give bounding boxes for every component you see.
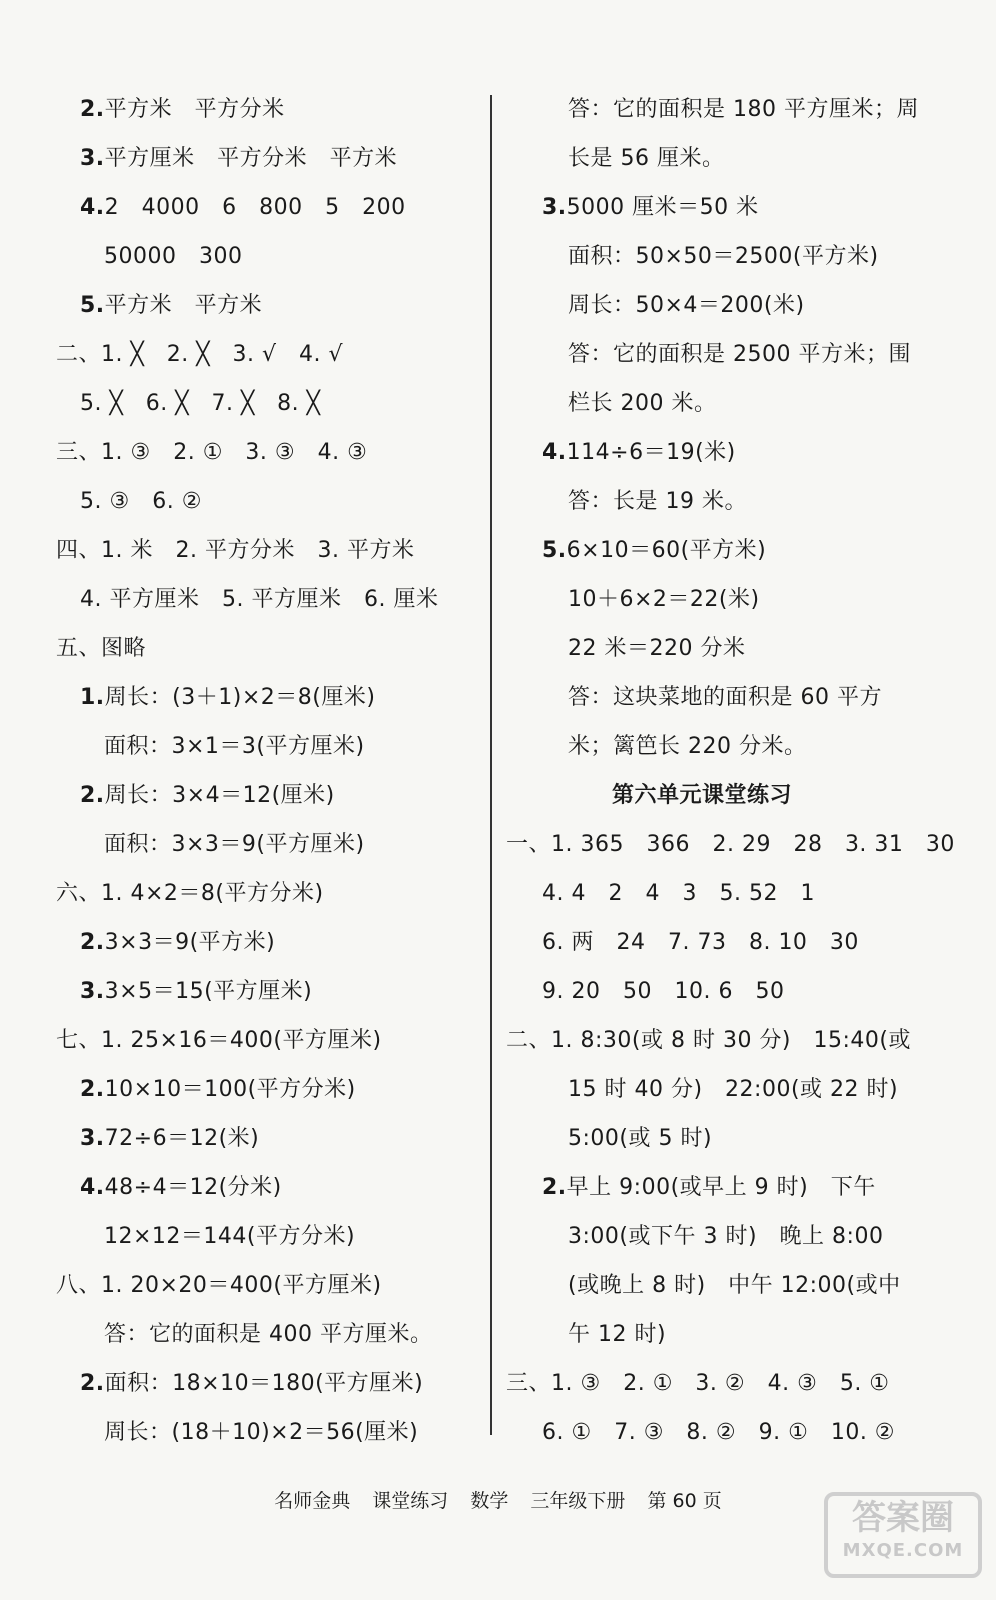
answer-line: 二、1. ╳ 2. ╳ 3. √ 4. √ — [56, 342, 343, 367]
answer-line: 周长：50×4＝200(米) — [568, 293, 805, 318]
watermark-url: MXQE.COM — [842, 1540, 964, 1561]
answer-line: 2.早上 9:00(或早上 9 时) 下午 — [542, 1175, 876, 1200]
answer-line: 一、1. 365 366 2. 29 28 3. 31 30 — [506, 832, 955, 857]
footer-brand: 名师金典 — [274, 1490, 351, 1512]
footer-page-number: 第 60 页 — [647, 1490, 722, 1512]
footer-series: 课堂练习 — [372, 1490, 449, 1512]
answer-line: 六、1. 4×2＝8(平方分米) — [56, 881, 324, 906]
section-title: 第六单元课堂练习 — [612, 783, 793, 808]
answer-line: 4. 平方厘米 5. 平方厘米 6. 厘米 — [80, 587, 439, 612]
answer-line: 午 12 时) — [568, 1322, 667, 1347]
answer-line: (或晚上 8 时) 中午 12:00(或中 — [568, 1273, 901, 1298]
answer-line: 2.面积：18×10＝180(平方厘米) — [80, 1371, 424, 1396]
answer-line: 答：它的面积是 400 平方厘米。 — [104, 1322, 433, 1347]
answer-line: 三、1. ③ 2. ① 3. ② 4. ③ 5. ① — [506, 1371, 890, 1396]
answer-line: 2.平方米 平方分米 — [80, 97, 285, 122]
answer-line: 面积：3×1＝3(平方厘米) — [104, 734, 365, 759]
answer-line: 3.5000 厘米＝50 米 — [542, 195, 759, 220]
answer-line: 5. ╳ 6. ╳ 7. ╳ 8. ╳ — [80, 391, 321, 416]
answer-line: 6. ① 7. ③ 8. ② 9. ① 10. ② — [542, 1420, 896, 1445]
answer-line: 4.114÷6＝19(米) — [542, 440, 736, 465]
answer-line: 答：它的面积是 2500 平方米；围 — [568, 342, 911, 367]
answer-line: 12×12＝144(平方分米) — [104, 1224, 356, 1249]
answer-line: 长是 56 厘米。 — [568, 146, 725, 171]
column-divider — [490, 95, 492, 1435]
answer-line: 2.3×3＝9(平方米) — [80, 930, 276, 955]
answer-line: 周长：(18＋10)×2＝56(厘米) — [104, 1420, 419, 1445]
answer-line: 50000 300 — [104, 244, 243, 269]
answer-line: 3:00(或下午 3 时) 晚上 8:00 — [568, 1224, 884, 1249]
answer-line: 四、1. 米 2. 平方分米 3. 平方米 — [56, 538, 415, 563]
answer-line: 二、1. 8:30(或 8 时 30 分) 15:40(或 — [506, 1028, 912, 1053]
answer-line: 5.平方米 平方米 — [80, 293, 263, 318]
answer-line: 八、1. 20×20＝400(平方厘米) — [56, 1273, 382, 1298]
answer-line: 答：它的面积是 180 平方厘米；周 — [568, 97, 919, 122]
answer-line: 22 米＝220 分米 — [568, 636, 746, 661]
answer-line: 五、图略 — [56, 636, 147, 661]
answer-line: 七、1. 25×16＝400(平方厘米) — [56, 1028, 382, 1053]
answer-line: 15 时 40 分) 22:00(或 22 时) — [568, 1077, 899, 1102]
answer-line: 3.3×5＝15(平方厘米) — [80, 979, 313, 1004]
answer-line: 米；篱笆长 220 分米。 — [568, 734, 807, 759]
answer-line: 面积：3×3＝9(平方厘米) — [104, 832, 365, 857]
footer-grade: 三年级下册 — [530, 1490, 626, 1512]
answer-line: 面积：50×50＝2500(平方米) — [568, 244, 879, 269]
answer-line: 5:00(或 5 时) — [568, 1126, 713, 1151]
watermark-title: 答案圈 — [852, 1498, 954, 1538]
answer-line: 3.平方厘米 平方分米 平方米 — [80, 146, 398, 171]
answer-line: 答：长是 19 米。 — [568, 489, 747, 514]
answer-line: 3.72÷6＝12(米) — [80, 1126, 260, 1151]
watermark-logo — [824, 1492, 982, 1578]
answer-line: 9. 20 50 10. 6 50 — [542, 979, 785, 1004]
answer-line: 10＋6×2＝22(米) — [568, 587, 760, 612]
answer-line: 1.周长：(3＋1)×2＝8(厘米) — [80, 685, 376, 710]
answer-line: 2.周长：3×4＝12(厘米) — [80, 783, 335, 808]
answer-line: 4.2 4000 6 800 5 200 — [80, 195, 406, 220]
answer-line: 2.10×10＝100(平方分米) — [80, 1077, 356, 1102]
answer-line: 三、1. ③ 2. ① 3. ③ 4. ③ — [56, 440, 368, 465]
answer-line: 5. ③ 6. ② — [80, 489, 202, 514]
answer-line: 5.6×10＝60(平方米) — [542, 538, 767, 563]
answer-line: 答：这块菜地的面积是 60 平方 — [568, 685, 882, 710]
footer-subject: 数学 — [470, 1490, 509, 1512]
answer-line: 4.48÷4＝12(分米) — [80, 1175, 282, 1200]
answer-line: 4. 4 2 4 3 5. 52 1 — [542, 881, 815, 906]
answer-line: 栏长 200 米。 — [568, 391, 717, 416]
answer-line: 6. 两 24 7. 73 8. 10 30 — [542, 930, 859, 955]
